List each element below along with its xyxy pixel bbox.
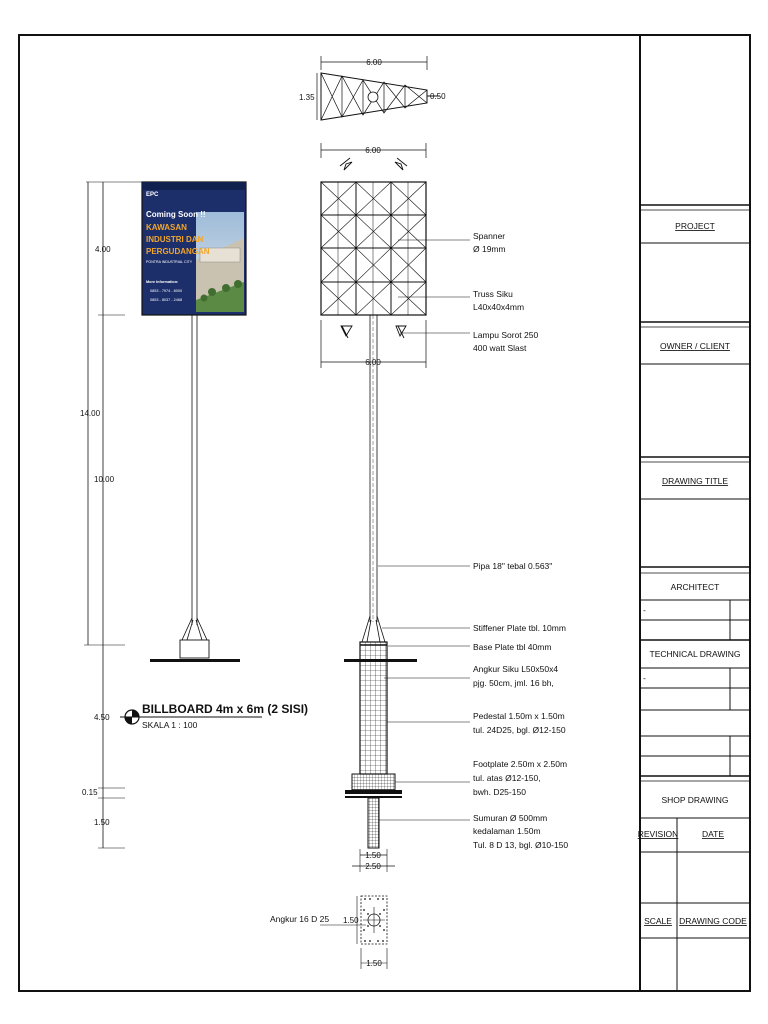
drawing-title-label	[120, 702, 308, 730]
panel-phone1: 0853 - 7974 - 8000	[150, 289, 183, 293]
dim-top-width: 6.00	[366, 58, 382, 67]
dim-footplate-width: 2.50	[365, 862, 381, 871]
tb-revision: REVISION	[637, 829, 679, 839]
panel-phone2: 0853 - 8037 - 2468	[150, 298, 183, 302]
note-angkur-plan: Angkur 16 D 25	[270, 914, 330, 924]
panel-brand: EPC	[146, 192, 159, 198]
panel-more-info: More Information:	[146, 280, 179, 284]
note-footplate2: tul. atas Ø12-150,	[473, 773, 541, 783]
note-truss: Truss Siku	[473, 289, 513, 299]
dim-top-end: 0.50	[430, 92, 446, 101]
note-lamp-watt: 400 watt Slast	[473, 343, 527, 353]
dim-total-height: 14.00	[80, 409, 101, 418]
note-anchor1: Angkur Siku L50x50x4	[473, 664, 559, 674]
dim-pedestal-width: 1.50	[365, 851, 381, 860]
drawing-main-title: BILLBOARD 4m x 6m (2 SISI)	[142, 702, 309, 716]
dim-board-height: 4.00	[95, 245, 111, 254]
dim-front-bottom-width: 6.00	[365, 358, 381, 367]
tb-technical-drawing: TECHNICAL DRAWING	[649, 649, 741, 659]
note-anchor2: pjg. 50cm, jml. 16 bh,	[473, 678, 554, 688]
tb-owner-client: OWNER / CLIENT	[660, 341, 730, 351]
note-pedestal2: tul. 24D25, bgl. Ø12-150	[473, 725, 566, 735]
panel-subtitle: PONTRA INDUSTRIAL CITY	[146, 260, 193, 264]
panel-line1: KAWASAN	[146, 223, 187, 232]
panel-line2: INDUSTRI DAN	[146, 235, 204, 244]
note-footplate1: Footplate 2.50m x 2.50m	[473, 759, 568, 769]
dim-front-top-width: 6.00	[365, 146, 381, 155]
annotations	[378, 231, 568, 850]
note-stiffener: Stiffener Plate tbl. 10mm	[473, 623, 566, 633]
dim-pile-depth: 1.50	[94, 818, 110, 827]
dim-footplate-thk: 0.15	[82, 788, 98, 797]
anchor-plan	[270, 895, 387, 969]
note-truss-size: L40x40x4mm	[473, 302, 525, 312]
tb-technical-dash: -	[643, 673, 646, 683]
tb-architect-dash: -	[643, 605, 646, 615]
note-sumuran3: Tul. 8 D 13, bgl. Ø10-150	[473, 840, 569, 850]
note-pipe: Pipa 18" tebal 0.563"	[473, 561, 553, 571]
top-plan-view	[299, 56, 446, 120]
tb-shop-drawing: SHOP DRAWING	[661, 795, 729, 805]
tb-drawing-title: DRAWING TITLE	[661, 476, 729, 486]
drawing-scale: SKALA 1 : 100	[142, 720, 198, 730]
tb-date: DATE	[701, 829, 725, 839]
dim-anchor-plan-h: 1.50	[343, 916, 359, 925]
note-spanner: Spanner	[473, 231, 506, 241]
panel-line3: PERGUDANGAN	[146, 247, 210, 256]
dim-anchor-plan-w: 1.50	[366, 959, 382, 968]
tb-project: PROJECT	[675, 221, 715, 231]
left-elevation	[80, 182, 246, 848]
panel-coming-soon: Coming Soon !!	[146, 210, 206, 219]
tb-scale: SCALE	[644, 916, 672, 926]
tb-drawing-code: DRAWING CODE	[679, 916, 747, 926]
dim-top-depth: 1.35	[299, 93, 315, 102]
note-base-plate: Base Plate tbl 40mm	[473, 642, 552, 652]
tb-architect: ARCHITECT	[670, 582, 720, 592]
front-elevation	[321, 143, 426, 872]
note-pedestal1: Pedestal 1.50m x 1.50m	[473, 711, 565, 721]
note-sumuran1: Sumuran Ø 500mm	[473, 813, 548, 823]
dim-below-ground: 4.50	[94, 713, 110, 722]
note-spanner-size: Ø 19mm	[473, 244, 506, 254]
note-footplate3: bwh. D25-150	[473, 787, 526, 797]
note-sumuran2: kedalaman 1.50m	[473, 826, 541, 836]
billboard-panel	[142, 182, 246, 315]
note-lamp: Lampu Sorot 250	[473, 330, 539, 340]
dim-pole-height: 10.00	[94, 475, 115, 484]
title-block	[638, 35, 750, 991]
